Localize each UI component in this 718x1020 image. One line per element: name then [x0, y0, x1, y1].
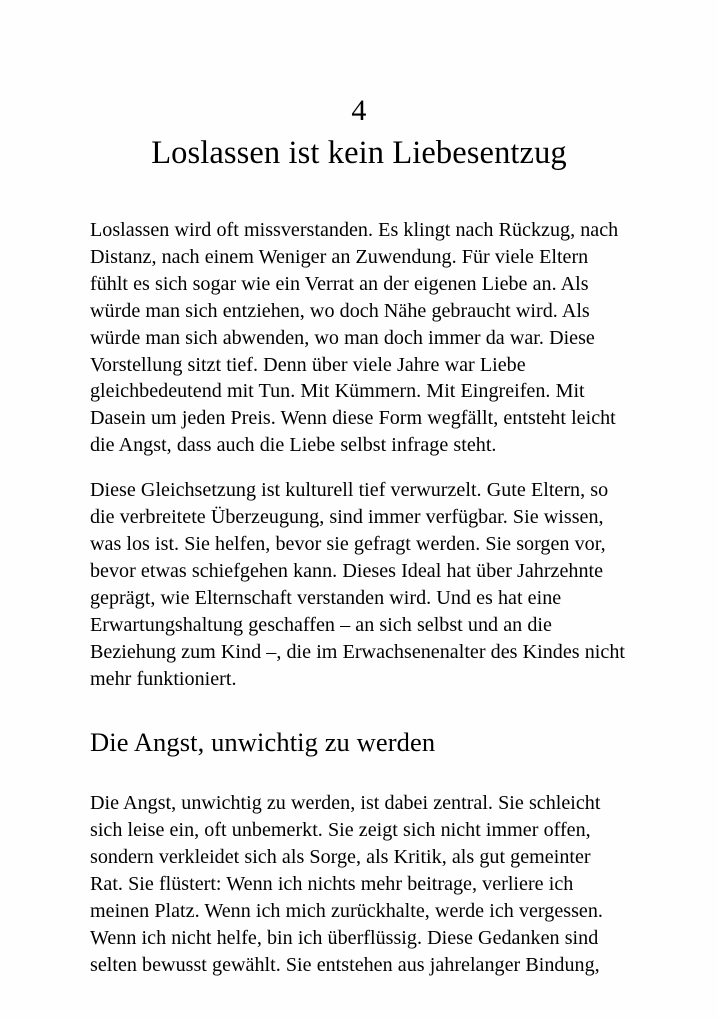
chapter-number: 4: [351, 94, 367, 127]
chapter-title: Loslassen ist kein Liebesentzug: [151, 135, 567, 171]
body-paragraph: Loslassen wird oft missverstanden. Es klingt nach Rückzug, nach Distanz, nach einem Weniger an Zuwendung. Für viele Eltern fühlt es sich sogar wie ein Verrat an der eigenen Liebe an. Als würde man sich entziehen, wo doch Nähe gebraucht wird. Als würde man sich abwenden, wo man doch immer da war. Diese Vorstellung sitzt tief. Denn über viele Jahre war Liebe gleichbedeutend mit Tun. Mit Kümmern. Mit Eingreifen. Mit Dasein um jeden Preis. Wenn diese Form wegfällt, entsteht leicht die Angst, dass auch die Liebe selbst infrage steht.: [90, 219, 619, 457]
chapter-body: [90, 217, 628, 979]
body-paragraph: Die Angst, unwichtig zu werden, ist dabei zentral. Sie schleicht sich leise ein, oft unbemerkt. Sie zeigt sich nicht immer offen, sondern verkleidet sich als Sorge, als Kritik, als gut gemeinter Rat. Sie flüstert: Wenn ich nichts mehr beitrage, verliere ich meinen Platz. Wenn ich mich zurückhalte, werde ich vergessen. Wenn ich nicht helfe, bin ich überflüssig. Diese Gedanken sind selten bewusst gewählt. Sie entstehen aus jahrelanger Bindung,: [90, 792, 603, 976]
section-heading: Die Angst, unwichtig zu werden: [90, 727, 436, 758]
body-paragraph: Diese Gleichsetzung ist kulturell tief verwurzelt. Gute Eltern, so die verbreitete Überzeugung, sind immer verfügbar. Sie wissen, was los ist. Sie helfen, bevor sie gefragt werden. Sie sorgen vor, bevor etwas schiefgehen kann. Dieses Ideal hat über Jahrzehnte geprägt, wie Elternschaft verstanden wird. Und es hat eine Erwartungshaltung geschaffen – an sich selbst und an die Beziehung zum Kind –, die im Erwachsenenalter des Kindes nicht mehr funktioniert.: [90, 479, 625, 690]
chapter-opener: [90, 0, 628, 173]
